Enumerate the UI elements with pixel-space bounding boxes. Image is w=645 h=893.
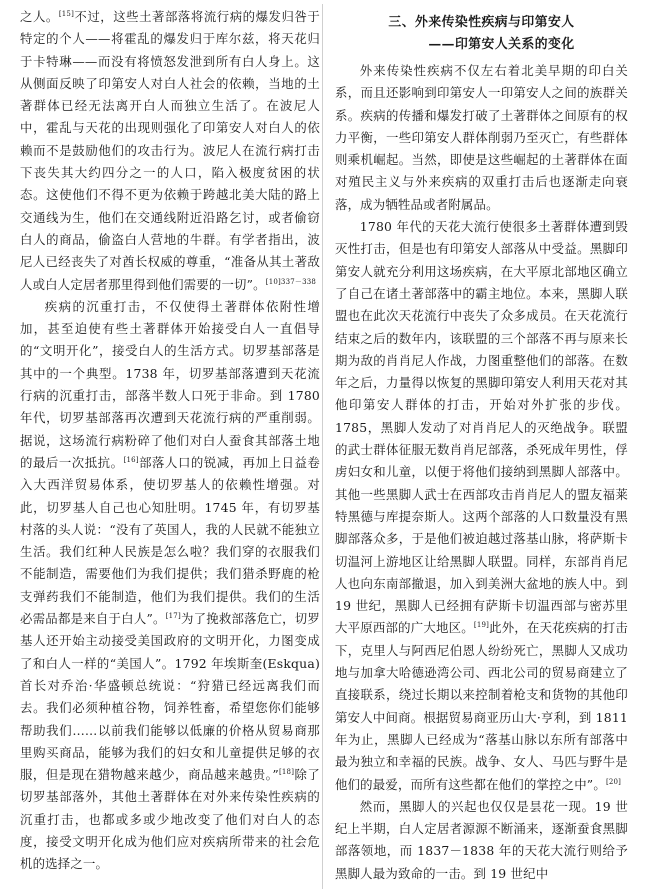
paragraph: 疾病的沉重打击，不仅使得土著群体依附性增加，甚至迫使有些土著群体开始接受白人一直倡导的“文明开化”，接受白人的生活方式。切罗基部落是其中的一个典型。1738 年，切罗基部落遭到天花流行病的沉重打击，部落半数人口死于非命。到 1780 年代，切罗基部落再次遭到天花流行病的严重削弱。据说，这场流行病粉碎了他们对白人蚕食其部落土地的最后一次抵抗。[16]部落人口的锐减，再加上日益卷入大西洋贸易体系，使切罗基人的依赖性增强。对此，切罗基人自己也心知肚明。1745 年，有切罗基村落的头人说：“没有了英国人，我的人民就不能独立生活。我们红种人民族是怎么啦？我们穿的衣服我们不能制造，需要他们为我们提供；我们猎杀野鹿的枪支弹药我们不能制造，他们为我们提供。我们的生活必需品都是来自于白人”。[17]为了挽救部落危亡，切罗基人还开始主动接受美国政府的文明开化，力图变成了和白人一样的“美国人”。1792 年埃斯奎(Eskqua)首长对乔治·华盛顿总统说：“狩猎已经远离我们而去。我们必须种植谷物，饲养牲畜，希望您你们能够帮助我们……以前我们能够以低廉的价格从贸易商那里购买商品，能够为我们的妇女和儿童提供足够的衣服，但是现在猎物越来越少，商品越来越贵。”[18]除了切罗基部落外，其他土著群体在对外来传染性疾病的沉重打击，也都或多或少地改变了他们对白人的态度，接受文明开化成为他们应对疾病所带来的社会危机的选择之一。 xyxy=(20,298,321,872)
section-heading xyxy=(335,12,628,56)
right-column xyxy=(335,6,628,885)
citation-marker: [17] xyxy=(165,611,181,620)
citation-marker: [16] xyxy=(123,455,139,464)
left-column xyxy=(20,6,320,876)
section-subtitle: ——印第安人关系的变化 xyxy=(428,37,575,52)
section-title: 三、外来传染性疾病与印第安人 xyxy=(388,15,575,30)
paragraph: 然而，黑脚人的兴起也仅仅是昙花一现。19 世纪上半期，白人定居者源源不断涌来，逐渐蚕食黑脚部落领地，而 1837－1838 年的天花大流行则给予黑脚人最为致命的一击。到 19 世纪中 xyxy=(335,798,628,881)
paragraph: 外来传染性疾病不仅左右着北美早期的印白关系，而且还影响到印第安人一印第安人之间的族群关系。疾病的传播和爆发打破了土著群体之间原有的权力平衡，一些印第安人群体削弱乃至灭亡，有些群体则乘机崛起。当然，即使是这些崛起的土著群体在面对殖民主义与外来疾病的双重打击后也逐渐走向衰落，成为牺牲品或者附属品。 xyxy=(335,63,628,212)
column-divider xyxy=(322,4,323,889)
citation-marker: [10]337－338 xyxy=(265,277,317,286)
citation-marker: [20] xyxy=(605,777,622,786)
citation-marker: [15] xyxy=(58,9,75,18)
citation-marker: [18] xyxy=(278,767,295,776)
citation-marker: [19] xyxy=(473,621,490,630)
paragraph: 之人。[15]不过，这些土著部落将流行病的爆发归咎于特定的个人——将霍乱的爆发归于库尔兹，将天花归于卡特琳——而没有将愤怒发泄到所有白人身上。这从侧面反映了印第安人对白人社会的依赖，当地的土著群体已经无法离开白人而独立生活了。在波尼人中，霍乱与天花的出现则强化了印第安人对白人的依赖而不是鼓励他们的攻击行为。波尼人在流行病打击下丧失其大约四分之一的人口，陷入极度贫困的状态。这使他们不得不更为依赖于跨越北美大陆的路上交通线为生，他们在交通线附近沿路乞讨，或者偷窃白人的商品，偷盗白人营地的牛群。有学者指出，波尼人已经丧失了对酋长权威的尊重，“准备从其土著敌人或白人定居者那里得到他们需要的一切”。$^{[10]337-338}$ xyxy=(20,9,320,292)
paragraph: 1780 年代的天花大流行使很多土著群体遭到毁灭性打击，但是也有印第安人部落从中受益。黑脚印第安人就充分利用这场疾病，在大平原北部地区确立了自己在诸土著部落中的霸主地位。本来，黑脚人联盟也在此次天花流行中丧失了众多成员。在天花流行结束之后的数年内，该联盟的三个部落不再与原来长期为敌的肖肖尼人作战，力图重整他们的部落。在数年之后，力量得以恢复的黑脚印第安人利用天花对其他印第安人群体的打击，开始对外扩张的步伐。1785，黑脚人发动了对肖肖尼人的灭绝战争。联盟的武士群体征服无数肖肖尼部落，杀死成年男性，俘虏妇女和儿童，以便于将他们接纳到黑脚人部落中。其他一些黑脚人武士在西部攻击肖肖尼人的盟友福莱特黑德与库提奈斯人。这两个部落的人口数量没有黑脚部落众多，于是他们被迫越过落基山脉，将萨斯卡切温河上游地区让给黑脚人联盟。同样，东部肖肖尼人也向东南部撤退，加入到美洲大盆地的族人中。到 19 世纪，黑脚人已经拥有萨斯卡切温西部与密苏里大平原西部的广大地区。[19]此外，在天花疾病的打击下，克里人与阿西尼伯恩人纷纷死亡，黑脚人又成功地与加拿大哈德逊湾公司、西北公司的贸易商建立了直接联系，绕过长期以来控制着枪支和货物的其他印第安人中间商。根据贸易商亚历山大·亨利，到 1811 年为止，黑脚人已经成为“落基山脉以东所有部落中最为独立和幸福的民族。战争、女人、马匹与野牛是他们的最爱，而所有这些都在他们的掌控之中”。[20] xyxy=(335,219,629,792)
